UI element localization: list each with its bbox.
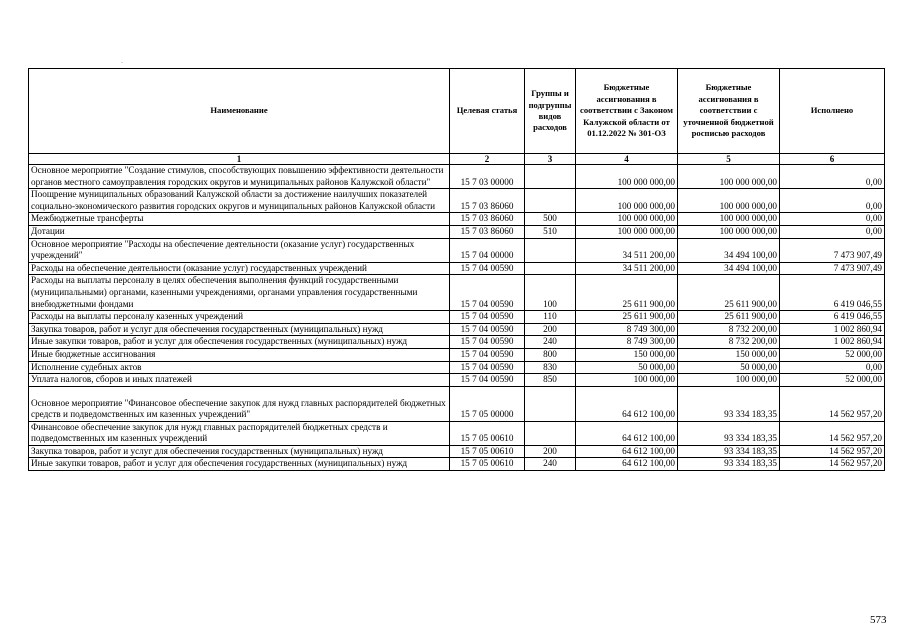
table-row — [29, 165, 885, 189]
header-num-3: 3 — [525, 154, 576, 165]
row-expense-group: 110 — [525, 311, 576, 324]
row-law-allocation: 64 612 100,00 — [576, 421, 678, 445]
row-revised-allocation: 34 494 100,00 — [678, 238, 780, 262]
row-expense-group — [525, 421, 576, 445]
row-name: Межбюджетные трансферты — [29, 213, 450, 226]
row-revised-allocation: 8 732 200,00 — [678, 336, 780, 349]
table-row — [29, 445, 885, 458]
table-row — [29, 421, 885, 445]
row-name: Уплата налогов, сборов и иных платежей — [29, 374, 450, 387]
row-law-allocation: 100 000,00 — [576, 374, 678, 387]
page-number: 573 — [870, 614, 887, 626]
row-law-allocation: 64 612 100,00 — [576, 458, 678, 471]
row-executed: 1 002 860,94 — [780, 336, 885, 349]
header-num-2: 2 — [450, 154, 525, 165]
row-law-allocation: 8 749 300,00 — [576, 323, 678, 336]
row-name: Иные закупки товаров, работ и услуг для обеспечения государственных (муниципальных) нужд — [29, 458, 450, 471]
row-revised-allocation: 93 334 183,35 — [678, 458, 780, 471]
table-row — [29, 238, 885, 262]
row-law-allocation: 100 000 000,00 — [576, 189, 678, 213]
row-executed: 52 000,00 — [780, 348, 885, 361]
row-law-allocation: 8 749 300,00 — [576, 336, 678, 349]
row-law-allocation: 100 000 000,00 — [576, 225, 678, 238]
table-header — [29, 69, 885, 165]
row-name: Закупка товаров, работ и услуг для обеспечения государственных (муниципальных) нужд — [29, 323, 450, 336]
row-law-allocation: 34 511 200,00 — [576, 262, 678, 275]
row-target-article: 15 7 04 00590 — [450, 262, 525, 275]
row-name: Иные закупки товаров, работ и услуг для обеспечения государственных (муниципальных) нужд — [29, 336, 450, 349]
scan-dot: . — [121, 56, 123, 65]
row-name: Исполнение судебных актов — [29, 361, 450, 374]
row-target-article: 15 7 04 00590 — [450, 374, 525, 387]
row-name: Основное мероприятие "Создание стимулов, способствующих повышению эффективности деятельности органов местного самоуправления городских округов и муниципальных районов Калужской области" — [29, 165, 450, 189]
table-row — [29, 458, 885, 471]
row-name: Поощрение муниципальных образований Калужской области за достижение наилучших показателей социально-экономического развития городских округов и муниципальных районов Калужской области — [29, 189, 450, 213]
row-target-article: 15 7 04 00590 — [450, 323, 525, 336]
header-num-6: 6 — [780, 154, 885, 165]
row-name: Расходы на обеспечение деятельности (оказание услуг) государственных учреждений — [29, 262, 450, 275]
row-name: Основное мероприятие "Расходы на обеспечение деятельности (оказание услуг) государственных учреждений" — [29, 238, 450, 262]
row-executed: 52 000,00 — [780, 374, 885, 387]
row-expense-group: 510 — [525, 225, 576, 238]
row-executed: 14 562 957,20 — [780, 458, 885, 471]
header-num-1: 1 — [29, 154, 450, 165]
header-expense-group: Группы и подгруппы видов расходов — [525, 69, 576, 154]
header-num-4: 4 — [576, 154, 678, 165]
table-row — [29, 311, 885, 324]
row-expense-group: 850 — [525, 374, 576, 387]
row-revised-allocation: 34 494 100,00 — [678, 262, 780, 275]
row-executed: 0,00 — [780, 165, 885, 189]
row-expense-group: 830 — [525, 361, 576, 374]
row-expense-group — [525, 386, 576, 421]
row-law-allocation: 100 000 000,00 — [576, 213, 678, 226]
table-body — [29, 165, 885, 471]
row-expense-group: 500 — [525, 213, 576, 226]
row-revised-allocation: 93 334 183,35 — [678, 445, 780, 458]
row-executed: 0,00 — [780, 213, 885, 226]
header-law-allocations: Бюджетные ассигнования в соответствии с Законом Калужской области от 01.12.2022 № 301-ОЗ — [576, 69, 678, 154]
budget-table — [28, 68, 885, 471]
row-law-allocation: 25 611 900,00 — [576, 311, 678, 324]
row-target-article: 15 7 04 00590 — [450, 361, 525, 374]
row-revised-allocation: 93 334 183,35 — [678, 386, 780, 421]
row-law-allocation: 50 000,00 — [576, 361, 678, 374]
row-expense-group: 800 — [525, 348, 576, 361]
row-revised-allocation: 25 611 900,00 — [678, 275, 780, 311]
row-revised-allocation: 25 611 900,00 — [678, 311, 780, 324]
row-executed: 0,00 — [780, 361, 885, 374]
row-target-article: 15 7 03 86060 — [450, 213, 525, 226]
row-revised-allocation: 100 000 000,00 — [678, 213, 780, 226]
row-target-article: 15 7 04 00590 — [450, 336, 525, 349]
row-executed: 7 473 907,49 — [780, 238, 885, 262]
row-executed: 14 562 957,20 — [780, 386, 885, 421]
table-row — [29, 361, 885, 374]
row-name: Основное мероприятие "Финансовое обеспечение закупок для нужд главных распорядителей бюджетных средств и подведомственных им казенных учреждений" — [29, 386, 450, 421]
header-num-5: 5 — [678, 154, 780, 165]
table-row — [29, 189, 885, 213]
row-revised-allocation: 100 000 000,00 — [678, 189, 780, 213]
row-name: Расходы на выплаты персоналу в целях обеспечения выполнения функций государственными (муниципальными) органами, казенными учреждениями, органами управления государственными внебюджетными фондами — [29, 275, 450, 311]
row-target-article: 15 7 05 00610 — [450, 421, 525, 445]
row-expense-group: 240 — [525, 458, 576, 471]
row-expense-group: 240 — [525, 336, 576, 349]
row-target-article: 15 7 05 00610 — [450, 445, 525, 458]
row-executed: 6 419 046,55 — [780, 275, 885, 311]
table-row — [29, 262, 885, 275]
row-executed: 0,00 — [780, 189, 885, 213]
header-executed: Исполнено — [780, 69, 885, 154]
header-name: Наименование — [29, 69, 450, 154]
row-revised-allocation: 150 000,00 — [678, 348, 780, 361]
row-target-article: 15 7 05 00610 — [450, 458, 525, 471]
row-expense-group — [525, 262, 576, 275]
row-target-article: 15 7 04 00000 — [450, 238, 525, 262]
row-name: Иные бюджетные ассигнования — [29, 348, 450, 361]
table-row — [29, 213, 885, 226]
row-law-allocation: 100 000 000,00 — [576, 165, 678, 189]
row-target-article: 15 7 05 00000 — [450, 386, 525, 421]
row-expense-group — [525, 165, 576, 189]
row-executed: 7 473 907,49 — [780, 262, 885, 275]
row-executed: 14 562 957,20 — [780, 445, 885, 458]
row-target-article: 15 7 04 00590 — [450, 311, 525, 324]
row-expense-group — [525, 238, 576, 262]
row-target-article: 15 7 03 86060 — [450, 189, 525, 213]
row-revised-allocation: 50 000,00 — [678, 361, 780, 374]
row-revised-allocation: 100 000 000,00 — [678, 165, 780, 189]
row-target-article: 15 7 03 00000 — [450, 165, 525, 189]
row-target-article: 15 7 03 86060 — [450, 225, 525, 238]
row-law-allocation: 64 612 100,00 — [576, 386, 678, 421]
row-name: Закупка товаров, работ и услуг для обеспечения государственных (муниципальных) нужд — [29, 445, 450, 458]
table-row — [29, 386, 885, 421]
table-row — [29, 336, 885, 349]
row-expense-group: 100 — [525, 275, 576, 311]
table-row — [29, 374, 885, 387]
row-executed: 14 562 957,20 — [780, 421, 885, 445]
row-executed: 0,00 — [780, 225, 885, 238]
row-revised-allocation: 8 732 200,00 — [678, 323, 780, 336]
row-target-article: 15 7 04 00590 — [450, 275, 525, 311]
row-revised-allocation: 100 000 000,00 — [678, 225, 780, 238]
row-law-allocation: 25 611 900,00 — [576, 275, 678, 311]
row-name: Дотации — [29, 225, 450, 238]
table-row — [29, 323, 885, 336]
row-target-article: 15 7 04 00590 — [450, 348, 525, 361]
row-law-allocation: 64 612 100,00 — [576, 445, 678, 458]
row-revised-allocation: 100 000,00 — [678, 374, 780, 387]
table-row — [29, 275, 885, 311]
row-expense-group — [525, 189, 576, 213]
header-revised-allocations: Бюджетные ассигнования в соответствии с уточненной бюджетной росписью расходов — [678, 69, 780, 154]
table-row — [29, 348, 885, 361]
row-executed: 6 419 046,55 — [780, 311, 885, 324]
header-target-article: Целевая статья — [450, 69, 525, 154]
row-law-allocation: 150 000,00 — [576, 348, 678, 361]
row-revised-allocation: 93 334 183,35 — [678, 421, 780, 445]
row-executed: 1 002 860,94 — [780, 323, 885, 336]
row-name: Финансовое обеспечение закупок для нужд главных распорядителей бюджетных средств и подведомственных им казенных учреждений — [29, 421, 450, 445]
row-expense-group: 200 — [525, 323, 576, 336]
table-row — [29, 225, 885, 238]
row-law-allocation: 34 511 200,00 — [576, 238, 678, 262]
row-name: Расходы на выплаты персоналу казенных учреждений — [29, 311, 450, 324]
row-expense-group: 200 — [525, 445, 576, 458]
